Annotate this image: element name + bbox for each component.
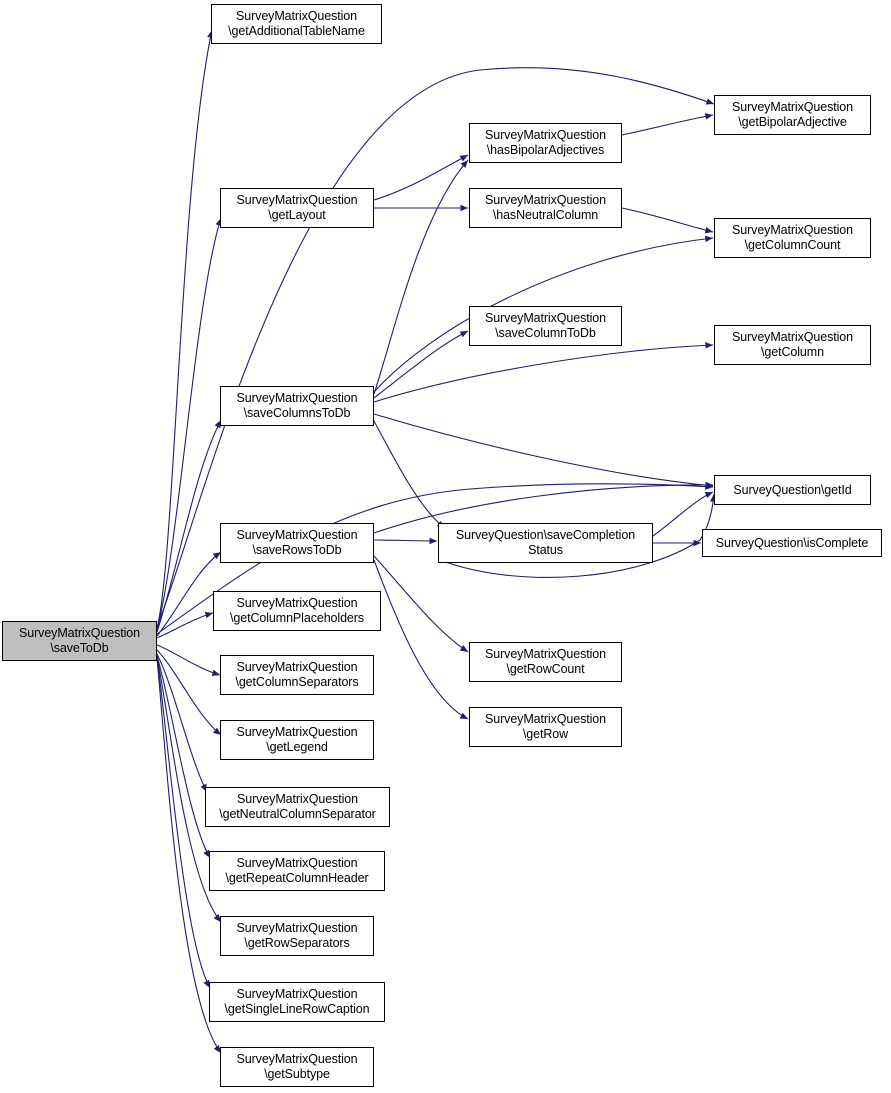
node-label-line: SurveyMatrixQuestion bbox=[485, 128, 606, 142]
node-getRowSeparators[interactable] bbox=[220, 916, 374, 956]
node-getRowCount[interactable] bbox=[469, 642, 622, 682]
node-saveRowsToDb[interactable] bbox=[220, 523, 374, 563]
node-label-line: \saveColumnToDb bbox=[495, 326, 596, 340]
edge-saveToDb-to-getRepeatColumnHeader bbox=[157, 656, 210, 858]
edge-saveToDb-to-getColumnPlaceholders bbox=[157, 613, 213, 638]
edge-saveToDb-to-getSingleLineRowCaption bbox=[157, 658, 210, 988]
node-getSingleLineRowCaption[interactable] bbox=[209, 982, 385, 1022]
edge-saveColumnsToDb-to-getColumn bbox=[374, 345, 713, 402]
node-label-line: \getSubtype bbox=[264, 1067, 330, 1081]
node-label-line: SurveyQuestion\isComplete bbox=[715, 535, 869, 550]
edge-saveToDb-to-getLayout bbox=[157, 218, 221, 630]
node-saveColumnToDb[interactable] bbox=[469, 306, 622, 346]
node-label-line: \saveColumnsToDb bbox=[243, 406, 351, 420]
edge-getLayout-to-hasBipolarAdjectives bbox=[374, 155, 468, 200]
node-label-line: SurveyMatrixQuestion bbox=[236, 660, 358, 674]
node-label-line: SurveyMatrixQuestion bbox=[485, 193, 606, 207]
node-label-line: SurveyMatrixQuestion bbox=[732, 100, 853, 114]
node-label-line: SurveyMatrixQuestion bbox=[19, 626, 140, 640]
node-label-line: \getRow bbox=[522, 727, 569, 741]
node-getRepeatColumnHeader[interactable] bbox=[209, 851, 385, 891]
node-label-line: \getColumnCount bbox=[744, 238, 841, 252]
edge-saveToDb-to-getNeutralColumnSeparator bbox=[157, 654, 207, 792]
node-label-line: SurveyMatrixQuestion bbox=[236, 1052, 358, 1066]
edge-saveColumnsToDb-to-saveColumnToDb bbox=[374, 331, 468, 398]
node-getColumnCount[interactable] bbox=[714, 218, 871, 258]
node-saveColumnsToDb[interactable] bbox=[220, 386, 374, 426]
node-label-line: SurveyMatrixQuestion bbox=[236, 921, 358, 935]
node-label-line: SurveyMatrixQuestion bbox=[236, 391, 358, 405]
node-getColumn[interactable] bbox=[714, 325, 871, 365]
edge-saveRowsToDb-to-getRowCount bbox=[374, 556, 468, 652]
edge-saveToDb-to-getColumnSeparators bbox=[157, 645, 220, 675]
node-label-line: \hasBipolarAdjectives bbox=[486, 143, 605, 157]
node-hasBipolarAdjectives[interactable] bbox=[469, 123, 622, 163]
edge-saveColumnsToDb-to-getId bbox=[374, 414, 713, 486]
node-label-line: \getColumn bbox=[761, 345, 824, 359]
node-label-line: \getSingleLineRowCaption bbox=[224, 1002, 370, 1016]
edge-saveToDb-to-getLegend bbox=[157, 650, 221, 735]
node-label-line: SurveyMatrixQuestion bbox=[732, 330, 853, 344]
node-label-line: SurveyMatrixQuestion bbox=[236, 987, 358, 1001]
node-label-line: \getLayout bbox=[268, 208, 326, 222]
node-label-line: SurveyQuestion\saveCompletion bbox=[455, 528, 636, 542]
node-saveCompletionStatus[interactable] bbox=[438, 523, 653, 563]
node-label-line: SurveyMatrixQuestion bbox=[236, 9, 357, 23]
edge-saveToDb-to-saveRowsToDb bbox=[157, 552, 221, 636]
edge-hasNeutralColumn-to-getColumnCount bbox=[622, 208, 713, 232]
edge-saveRowsToDb-to-saveCompletionStatus bbox=[374, 540, 437, 541]
node-getLegend[interactable] bbox=[220, 720, 374, 760]
node-saveToDb[interactable] bbox=[2, 621, 157, 661]
edge-saveToDb-to-getAdditionalTableName bbox=[157, 30, 212, 628]
node-label-line: \hasNeutralColumn bbox=[492, 208, 599, 222]
node-label-line: \getRowCount bbox=[506, 662, 585, 676]
node-label-line: SurveyMatrixQuestion bbox=[732, 223, 853, 237]
node-label-line: Status bbox=[528, 543, 563, 557]
edge-saveColumnsToDb-to-hasBipolarAdjectives bbox=[374, 160, 468, 394]
node-label-line: SurveyMatrixQuestion bbox=[485, 647, 606, 661]
node-label-line: \getBipolarAdjective bbox=[738, 115, 847, 129]
node-label-line: \saveRowsToDb bbox=[252, 543, 342, 557]
node-getBipolarAdjective[interactable] bbox=[714, 95, 871, 135]
node-getAdditionalTableName[interactable] bbox=[211, 4, 382, 44]
node-label-line: \getNeutralColumnSeparator bbox=[219, 807, 376, 821]
node-label-line: \getRepeatColumnHeader bbox=[225, 871, 369, 885]
node-getColumnPlaceholders[interactable] bbox=[213, 591, 381, 631]
node-label-line: SurveyMatrixQuestion bbox=[485, 712, 606, 726]
node-getNeutralColumnSeparator[interactable] bbox=[205, 787, 390, 827]
node-label-line: SurveyMatrixQuestion bbox=[485, 311, 606, 325]
node-label-line: SurveyMatrixQuestion bbox=[237, 792, 358, 806]
node-label-line: SurveyMatrixQuestion bbox=[236, 856, 358, 870]
node-label-line: \getAdditionalTableName bbox=[228, 24, 365, 38]
node-getRow[interactable] bbox=[469, 707, 622, 747]
node-label-line: \getColumnPlaceholders bbox=[230, 611, 364, 625]
node-getColumnSeparators[interactable] bbox=[220, 655, 374, 695]
node-label-line: \getColumnSeparators bbox=[235, 675, 359, 689]
node-isComplete[interactable] bbox=[702, 529, 882, 557]
node-label-line: SurveyMatrixQuestion bbox=[236, 725, 358, 739]
edge-hasBipolarAdjectives-to-getBipolarAdjective bbox=[622, 115, 713, 135]
node-label-line: SurveyMatrixQuestion bbox=[236, 193, 358, 207]
node-label-line: SurveyQuestion\getId bbox=[733, 482, 852, 497]
node-label-line: SurveyMatrixQuestion bbox=[236, 596, 358, 610]
node-getId[interactable] bbox=[714, 475, 871, 505]
node-getSubtype[interactable] bbox=[220, 1047, 374, 1087]
edge-saveColumnsToDb-to-saveCompletionStatus bbox=[374, 421, 445, 528]
node-label-line: \getLegend bbox=[266, 740, 328, 754]
node-hasNeutralColumn[interactable] bbox=[469, 188, 622, 228]
edge-saveRowsToDb-to-getRow bbox=[374, 560, 468, 719]
edge-saveToDb-to-saveColumnsToDb bbox=[157, 420, 221, 632]
node-label-line: SurveyMatrixQuestion bbox=[236, 528, 358, 542]
node-getLayout[interactable] bbox=[220, 188, 374, 228]
node-label-line: \saveToDb bbox=[50, 641, 109, 655]
node-label-line: \getRowSeparators bbox=[244, 936, 350, 950]
